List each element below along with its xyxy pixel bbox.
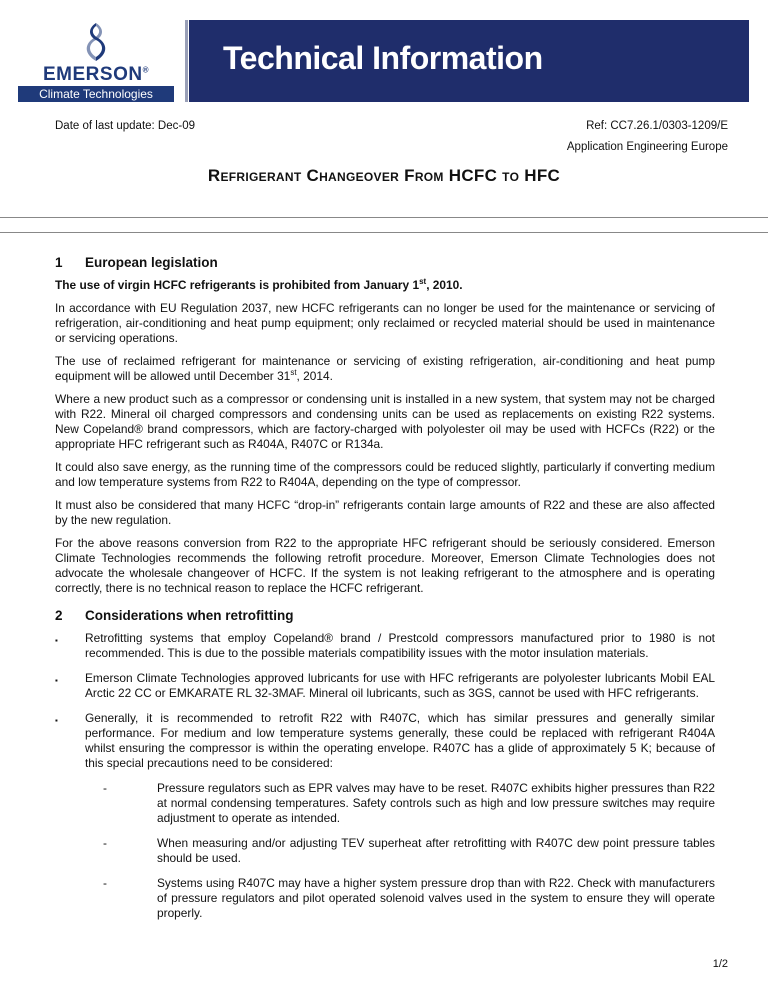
list-item: ▪ Emerson Climate Technologies approved lubricants for use with HFC refrigerants are polyolester lubricants Mobil EAL Arctic 22 CC or EMKARATE RL 32-3MAF. Mineral oil lubricants, such as 3GS, cannot be used with HFC refrigerants. xyxy=(55,671,715,700)
header xyxy=(0,18,768,104)
paragraph: The use of reclaimed refrigerant for maintenance or servicing of existing refrigeration, air-conditioning and heat pump equipment will be allowed until December 31st, 2014. xyxy=(55,354,715,383)
header-bar xyxy=(189,20,749,102)
lead-statement: The use of virgin HCFC refrigerants is prohibited from January 1st, 2010. xyxy=(55,277,463,292)
paragraph: Where a new product such as a compressor or condensing unit is installed in a new system, that system may not be charged with R22. Mineral oil charged compressors and condensing units can be used as replacements on existing R22 systems. New Copeland® brand compressors, which are factory-charged with polyolester oil may be used with HCFCs (R22) or the appropriate HFC refrigerant such as R404A, R407C or R134a. xyxy=(55,392,715,451)
paragraph: For the above reasons conversion from R22 to the appropriate HFC refrigerant should be seriously considered. Emerson Climate Technologies recommends the following retrofit procedure. Moreover, Emerson Climate Technologies does not advocate the wholesale changeover of HCFC. If the system is not leaking refrigerant to the atmosphere and is operating correctly, there is no technical reason to replace the HCFC refrigerant. xyxy=(55,536,715,595)
paragraph: In accordance with EU Regulation 2037, new HCFC refrigerants can no longer be used for the maintenance or servicing of refrigeration, air-conditioning and heat pump equipment; only reclaimed or recycled material should be used in maintenance or servicing operations. xyxy=(55,301,715,345)
paragraph: It could also save energy, as the running time of the compressors could be reduced slightly, particularly if converting medium and low temperature systems from R22 to R404A, depending on the type of compressor. xyxy=(55,460,715,489)
paragraph: It must also be considered that many HCFC “drop-in” refrigerants contain large amounts of R22 and these are also affected by the new regulation. xyxy=(55,498,715,527)
bullet-icon: ▪ xyxy=(55,716,58,725)
reference-number: Ref: CC7.26.1/0303-1209/E xyxy=(586,120,728,132)
bullet-icon: ▪ xyxy=(55,676,58,685)
section-heading-1: 1 European legislation xyxy=(55,255,218,270)
emerson-logo-icon xyxy=(74,20,118,64)
document-title: Refrigerant Changeover From HCFC to HFC xyxy=(207,166,561,185)
header-separator xyxy=(185,20,188,102)
document-body xyxy=(55,255,715,931)
header-title: Technical Information xyxy=(223,40,543,76)
brand-name: EMERSON® xyxy=(43,64,149,85)
sub-list-item: - Systems using R407C may have a higher system pressure drop than with R22. Check with manufacturers of pressure regulators and pilot operated solenoid valves used in the system to ensure they will operate properly. xyxy=(85,876,715,921)
sub-list-item: - Pressure regulators such as EPR valves may have to be reset. R407C exhibits higher pressures than R22 at normal condensing temperatures. Safety controls such as high and low pressure switches may require adjustment to operate as intended. xyxy=(85,781,715,826)
sub-list-item: - When measuring and/or adjusting TEV superheat after retrofitting with R407C dew point pressure tables should be used. xyxy=(85,836,715,866)
bullet-icon: ▪ xyxy=(55,636,58,645)
page-number: 1/2 xyxy=(712,958,728,970)
divider xyxy=(0,217,768,218)
department: Application Engineering Europe xyxy=(566,141,728,153)
list-item: ▪ Generally, it is recommended to retrofit R22 with R407C, which has similar pressures and generally similar performance. For medium and low temperature systems generally, these could be replaced with refrigerant R404A whilst ensuring the compressor is within the operating envelope. R407C has a glide of approximately 5 K; because of this special precautions need to be considered: xyxy=(55,711,715,770)
last-update-date: Date of last update: Dec-09 xyxy=(55,120,195,132)
dash-icon: - xyxy=(103,781,107,795)
emerson-logo xyxy=(14,18,178,104)
list-item: ▪ Retrofitting systems that employ Copeland® brand / Prestcold compressors manufactured prior to 1980 is not recommended. This is due to the possible materials compatibility issues with the motor insulation materials. xyxy=(55,631,715,660)
dash-icon: - xyxy=(103,876,107,890)
divider xyxy=(0,232,768,233)
brand-subtitle: Climate Technologies xyxy=(18,86,174,102)
section-heading-2: 2 Considerations when retrofitting xyxy=(55,608,294,623)
dash-icon: - xyxy=(103,836,107,850)
